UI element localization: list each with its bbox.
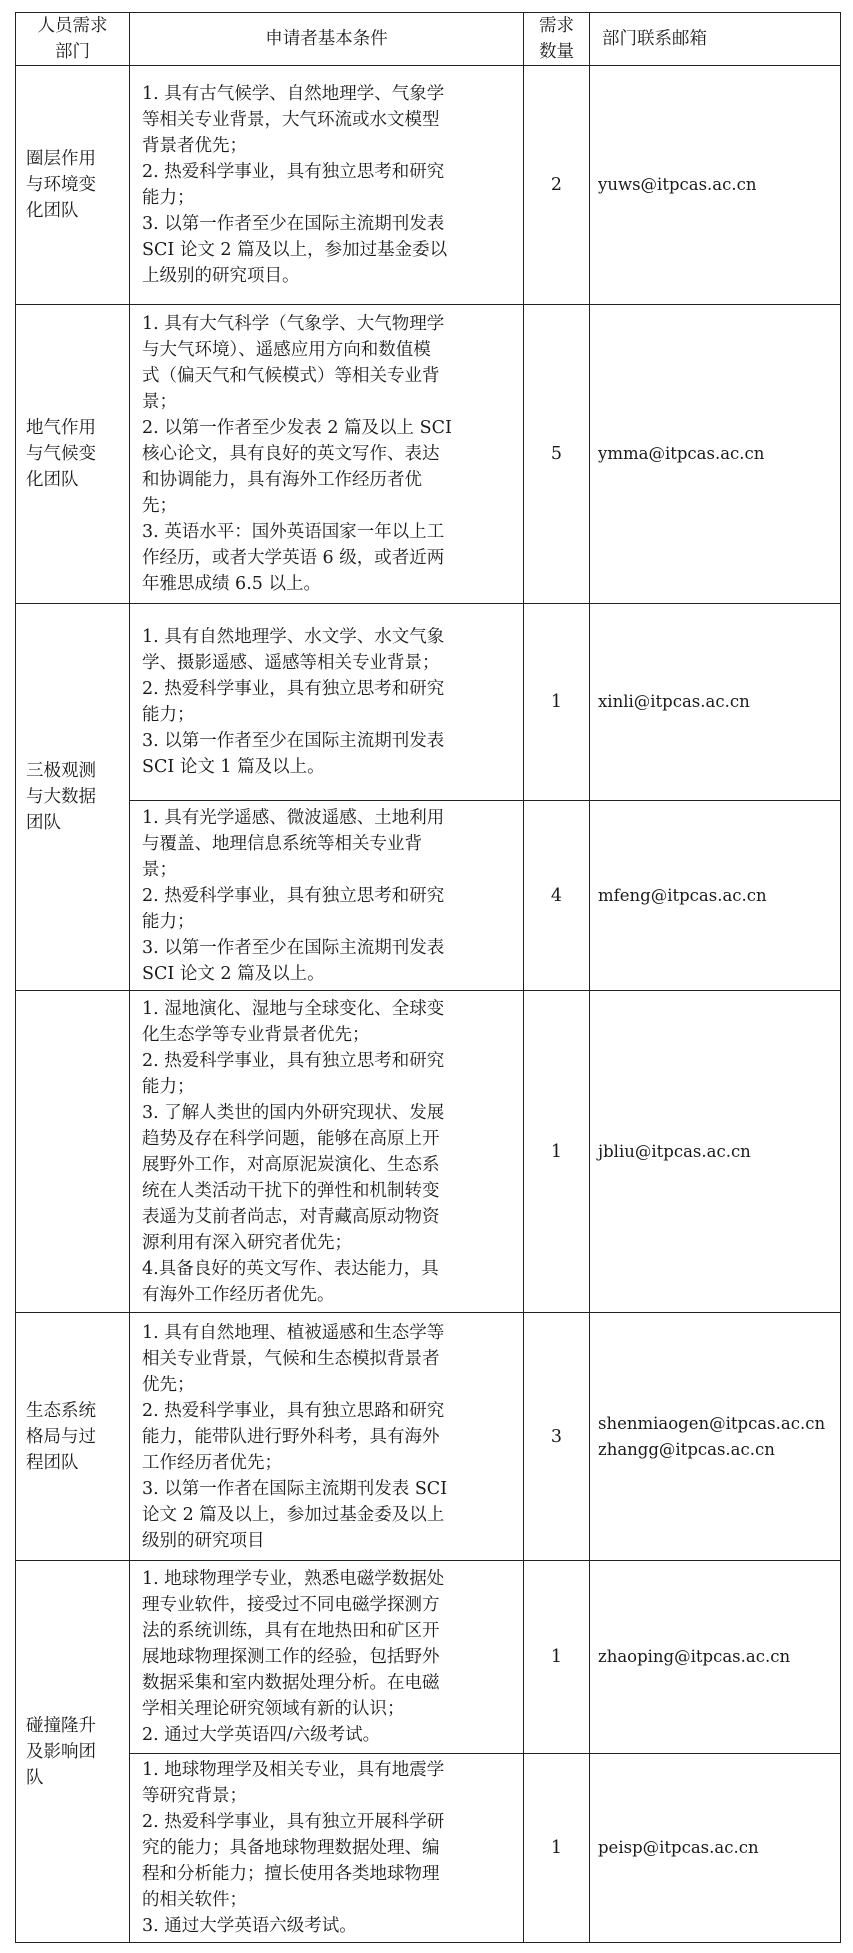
count-cell: 5 xyxy=(524,305,590,604)
email-cell xyxy=(590,305,841,604)
email-cell xyxy=(590,1754,841,1943)
email-cell xyxy=(590,801,841,991)
count-cell: 4 xyxy=(524,801,590,991)
email-link[interactable]: jbliu@itpcas.ac.cn xyxy=(598,1141,751,1161)
conditions-cell: 1. 地球物理学及相关专业，具有地震学 等研究背景； 2. 热爱科学事业，具有独立开展科学研 究的能力；具备地球物理数据处理、编 程和分析能力；擅长使用各类地球物理 的相关软件； 3. 通过大学英语六级考试。 xyxy=(130,1754,524,1943)
table-row xyxy=(16,305,841,604)
dept-cell xyxy=(16,991,130,1313)
email-link[interactable]: peisp@itpcas.ac.cn xyxy=(598,1838,759,1857)
email-link[interactable]: zhaoping@itpcas.ac.cn xyxy=(598,1647,791,1666)
dept-cell: 地气作用 与气候变 化团队 xyxy=(16,305,130,604)
count-cell: 1 xyxy=(524,1754,590,1943)
conditions-cell: 1. 具有自然地理学、水文学、水文气象 学、摄影遥感、遥感等相关专业背景； 2. 热爱科学事业，具有独立思考和研究 能力； 3. 以第一作者至少在国际主流期刊发表 SCI 论文 1 篇及以上。 xyxy=(130,604,524,801)
table-row xyxy=(16,1313,841,1561)
email-link[interactable]: shenmiaogen@itpcas.ac.cn xyxy=(598,1413,826,1433)
table-row xyxy=(16,1561,841,1754)
count-cell: 2 xyxy=(524,66,590,305)
count-cell: 1 xyxy=(524,1561,590,1754)
count-cell: 1 xyxy=(524,604,590,801)
header-count: 需求 数量 xyxy=(524,13,590,66)
header-row xyxy=(16,13,841,66)
table-row xyxy=(16,991,841,1313)
email-cell xyxy=(590,604,841,801)
table-row xyxy=(16,801,841,991)
conditions-cell: 1. 湿地演化、湿地与全球变化、全球变 化生态学等专业背景者优先； 2. 热爱科学事业，具有独立思考和研究 能力； 3. 了解人类世的国内外研究现状、发展 趋势及存在科学问题，能够在高原上开 展野外工作，对高原泥炭演化、生态系 统在人类活动干扰下的弹性和机制转变 表遥为艾前者尚志，对青藏高原动物资 源利用有深入研究者优先； 4.具备良好的英文写作、表达能力，具 有海外工作经历者优先。 xyxy=(130,991,524,1313)
email-link[interactable]: mfeng@itpcas.ac.cn xyxy=(598,885,767,905)
email-cell xyxy=(590,66,841,305)
table-row xyxy=(16,66,841,305)
table-row xyxy=(16,604,841,801)
table-row xyxy=(16,1754,841,1943)
count-cell: 1 xyxy=(524,991,590,1313)
email-link[interactable]: ymma@itpcas.ac.cn xyxy=(598,444,765,463)
conditions-cell: 1. 地球物理学专业，熟悉电磁学数据处 理专业软件，接受过不同电磁学探测方 法的系统训练，具有在地热田和矿区开 展地球物理探测工作的经验，包括野外 数据采集和室内数据处理分析。在电磁 学相关理论研究领域有新的认识； 2. 通过大学英语四/六级考试。 xyxy=(130,1561,524,1754)
dept-cell: 三极观测 与大数据 团队 xyxy=(16,604,130,991)
dept-cell: 圈层作用 与环境变 化团队 xyxy=(16,66,130,305)
email-cell xyxy=(590,1561,841,1754)
conditions-cell: 1. 具有自然地理、植被遥感和生态学等 相关专业背景，气候和生态模拟背景者 优先； 2. 热爱科学事业，具有独立思路和研究 能力，能带队进行野外科考，具有海外 工作经历者优先； 3. 以第一作者在国际主流期刊发表 SCI 论文 2 篇及以上，参加过基金委及以上 级别的研究项目 xyxy=(130,1313,524,1561)
conditions-cell: 1. 具有大气科学（气象学、大气物理学 与大气环境）、遥感应用方向和数值模 式（偏天气和气候模式）等相关专业背 景； 2. 以第一作者至少发表 2 篇及以上 SCI 核心论文，具有良好的英文写作、表达 和协调能力，具有海外工作经历者优 先； 3. 英语水平：国外英语国家一年以上工 作经历，或者大学英语 6 级，或者近两 年雅思成绩 6.5 以上。 xyxy=(130,305,524,604)
email-link[interactable]: zhangg@itpcas.ac.cn xyxy=(598,1439,775,1459)
header-conditions: 申请者基本条件 xyxy=(130,13,524,66)
email-cell xyxy=(590,1313,841,1561)
header-email: 部门联系邮箱 xyxy=(590,13,841,66)
email-cell xyxy=(590,991,841,1313)
recruitment-table xyxy=(15,12,841,1943)
dept-cell: 生态系统 格局与过 程团队 xyxy=(16,1313,130,1561)
email-link[interactable]: xinli@itpcas.ac.cn xyxy=(598,692,750,711)
header-dept: 人员需求 部门 xyxy=(16,13,130,66)
count-cell: 3 xyxy=(524,1313,590,1561)
conditions-cell: 1. 具有光学遥感、微波遥感、土地利用 与覆盖、地理信息系统等相关专业背 景； 2. 热爱科学事业，具有独立思考和研究 能力； 3. 以第一作者至少在国际主流期刊发表 SCI 论文 2 篇及以上。 xyxy=(130,801,524,991)
email-link[interactable]: yuws@itpcas.ac.cn xyxy=(598,175,757,194)
dept-cell: 碰撞隆升 及影响团 队 xyxy=(16,1561,130,1943)
conditions-cell: 1. 具有古气候学、自然地理学、气象学 等相关专业背景，大气环流或水文模型 背景者优先； 2. 热爱科学事业，具有独立思考和研究 能力； 3. 以第一作者至少在国际主流期刊发表 SCI 论文 2 篇及以上，参加过基金委以 上级别的研究项目。 xyxy=(130,66,524,305)
